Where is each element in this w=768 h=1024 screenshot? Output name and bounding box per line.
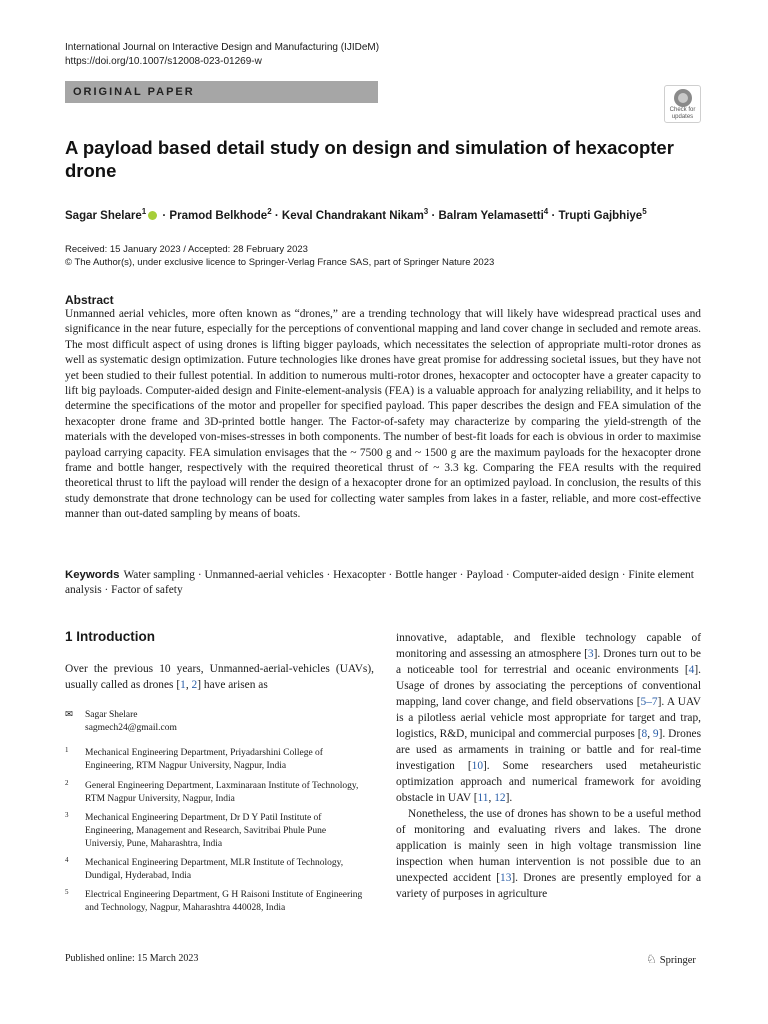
author-separator: ·	[162, 209, 167, 222]
affiliation-number: 1	[65, 746, 69, 754]
intro-text: ,	[488, 792, 495, 804]
author-name[interactable]: Sagar Shelare	[65, 209, 142, 222]
author-list	[65, 205, 745, 223]
citation-link[interactable]: 1	[180, 679, 186, 691]
citation-link[interactable]: 4	[688, 664, 695, 676]
affiliation-number: 5	[65, 888, 69, 896]
journal-header	[65, 41, 379, 69]
affiliation-text: Mechanical Engineering Department, MLR Institute of Technology, Dundigal, Hyderabad, India	[85, 858, 344, 881]
corresponding-author	[65, 709, 177, 735]
citation-link[interactable]: 9	[652, 728, 659, 740]
author-separator: ·	[551, 209, 556, 222]
crossmark-line2: updates	[671, 114, 694, 120]
affiliation	[65, 857, 365, 883]
author-separator: ·	[431, 209, 436, 222]
contact-email[interactable]: sagmech24@gmail.com	[85, 723, 177, 733]
citation-link[interactable]: 13	[500, 872, 512, 884]
publisher-name: Springer	[659, 955, 696, 966]
intro-text: ]. Drones are used as armaments in training or battle and for real-time investigation [	[396, 728, 701, 772]
affiliation	[65, 889, 365, 915]
crossmark-icon	[674, 89, 692, 107]
intro-text: ]. A UAV is a pilotless aerial vehicle most appropriate for target and trap, logistics, R&D, municipal and commercial purposes [	[396, 696, 702, 740]
citation-link[interactable]: 8	[641, 728, 648, 740]
published-online-date: Published online: 15 March 2023	[65, 953, 199, 964]
author-affil-mark: 5	[642, 207, 647, 216]
author-name[interactable]: Pramod Belkhode	[169, 209, 268, 222]
intro-text: Nonetheless, the use of drones has shown to be a useful method of monitoring and evaluating rivers and lakes. The drone application is mainly seen in high voltage transmission line inspection when human intervention is not possible due to an unexpected accident [	[396, 808, 701, 884]
author-separator: ·	[274, 209, 279, 222]
crossmark-line1: Check for	[669, 107, 696, 113]
publisher-logo	[646, 952, 696, 967]
affiliation-text: Mechanical Engineering Department, Dr D Y Patil Institute of Engineering, Management and Research, Savitribai Phule Pune Universiy, Pune, Maharashtra, India	[85, 813, 327, 849]
copyright-notice: © The Author(s), under exclusive licence to Springer-Verlag France SAS, part of Springer Nature 2023	[65, 257, 495, 268]
intro-text: ,	[185, 679, 192, 691]
affiliation-number: 4	[65, 856, 69, 864]
doi-link[interactable]: https://doi.org/10.1007/s12008-023-01269-w	[65, 56, 262, 67]
publication-dates	[65, 243, 494, 269]
intro-paragraph-1	[396, 630, 701, 806]
affiliation-text: General Engineering Department, Laxminaraan Institute of Technology, RTM Nagpur University, Nagpur, India	[85, 781, 359, 804]
affiliation-text: Electrical Engineering Department, G H Raisoni Institute of Engineering and Technology, Nagpur, Maharashtra 440028, India	[85, 890, 363, 913]
intro-text: ].	[505, 792, 513, 804]
author-affil-mark: 1	[141, 207, 147, 216]
paper-title: A payload based detail study on design and simulation of hexacopter drone	[65, 137, 674, 181]
intro-text: ]. Drones turn out to be a noticeable tool for terrestrial and oceanic environments [	[396, 648, 701, 676]
paper-type-banner: ORIGINAL PAPER	[65, 81, 378, 103]
author-name[interactable]: Balram Yelamasetti	[438, 209, 544, 222]
citation-link[interactable]: 11	[477, 792, 489, 804]
affiliation	[65, 812, 365, 851]
author-name[interactable]: Trupti Gajbhiye	[558, 209, 643, 222]
affiliation	[65, 780, 365, 806]
crossmark-badge[interactable]	[664, 85, 701, 123]
contact-name: Sagar Shelare	[85, 710, 138, 720]
abstract-text: Unmanned aerial vehicles, more often known as “drones,” are a trending technology that will likely have widespread practical uses and significance in the near future, especially for the perceptions of conventional mapping and land cover change in secluded and remote areas. The most difficult aspect of using drones is lifting bigger payloads, which necessitates the selection of appropriate multi-rotor drones as well as systematic design optimization. Future technologies like drones have great promise for addressing societal issues, but they have not yet been studied to their fullest potential. In addition to numerous multi-rotor drones, hexacopter and octocopter have a greater capacity to lift big payloads. Computer-aided design and Finite-element-analysis (FEA) is a valuable approach for analyzing reliability, and it helps to determine the specifications of the motor and propeller for specified payload. This paper describes the design and FEA simulation of the hexacopter drone frame and 3D-printed bottle hanger. The Factor-of-safety may characterize by comparing the yield-strength of the materials with the developed von-mises-stresses in both components. The number of best-fit loads for each is obvious in order to maximise payload carrying capacity. FEA simulation envisages that the ~ 7500 g and ~ 1500 g are the maximum payloads for the hexacopter drone frame and bottle hanger, respectively with the required theoretical thrust of ~ 3.3 kg. Comparing the FEA results with the required theoretical thrust to lift the payload will render the design of a hexacopter drone for an optimized payload. In conclusion, the results of this study demonstrate that drone technology can be used for collecting water samples from lakes in a faster, reliable, and more cost-effective manner than out-dated sampling by means of boats.	[65, 308, 701, 521]
springer-horse-icon: ♘	[646, 952, 657, 966]
keywords-label: Keywords	[65, 569, 120, 581]
keywords	[65, 568, 705, 598]
intro-text: Over the previous 10 years, Unmanned-aerial-vehicles (UAVs), usually called as drones [	[65, 663, 374, 691]
affiliation-number: 2	[65, 779, 69, 787]
citation-link[interactable]: 12	[494, 792, 506, 804]
author-affil-mark: 3	[423, 207, 429, 216]
journal-name: International Journal on Interactive Design and Manufacturing (IJIDeM)	[65, 42, 380, 53]
citation-link[interactable]: 10	[471, 760, 484, 772]
intro-text: ]. Drones are presently employed for a variety of purposes in agriculture	[396, 872, 702, 900]
affiliation	[65, 747, 365, 773]
intro-text: ] have arisen as	[197, 679, 268, 691]
intro-text: innovative, adaptable, and flexible technology capable of monitoring and assessing an atmosphere [	[396, 632, 701, 660]
affiliation-number: 3	[65, 811, 69, 819]
citation-link[interactable]: 2	[191, 679, 198, 691]
section-heading-introduction: 1 Introduction	[65, 629, 155, 644]
citation-link[interactable]: 3	[587, 648, 594, 660]
intro-right-column	[396, 630, 701, 902]
intro-text: ]. Usage of drones by associating the perceptions of conventional mapping, land cover change, and field observations [	[396, 664, 701, 708]
intro-text: ,	[647, 728, 653, 740]
intro-text: ]. Some researchers used metaheuristic optimization approach and numerical framework for avoiding obstacle in UAV [	[396, 760, 701, 804]
intro-paragraph-2	[396, 806, 701, 902]
intro-left-column	[65, 661, 374, 693]
author-name[interactable]: Keval Chandrakant Nikam	[281, 209, 424, 222]
author-affil-mark: 4	[543, 207, 549, 216]
abstract-heading: Abstract	[65, 293, 114, 307]
affiliation-text: Mechanical Engineering Department, Priyadarshini College of Engineering, RTM Nagpur University, Nagpur, India	[85, 748, 323, 771]
received-accepted-dates: Received: 15 January 2023 / Accepted: 28 February 2023	[65, 244, 308, 255]
keywords-text: Water sampling · Unmanned-aerial vehicles · Hexacopter · Bottle hanger · Payload · Computer-aided design · Finite element analysis · Factor of safety	[65, 569, 694, 596]
envelope-icon: ✉	[65, 710, 73, 720]
orcid-icon[interactable]	[148, 211, 157, 220]
citation-link[interactable]: 5–7	[640, 696, 658, 708]
author-affil-mark: 2	[267, 207, 272, 216]
